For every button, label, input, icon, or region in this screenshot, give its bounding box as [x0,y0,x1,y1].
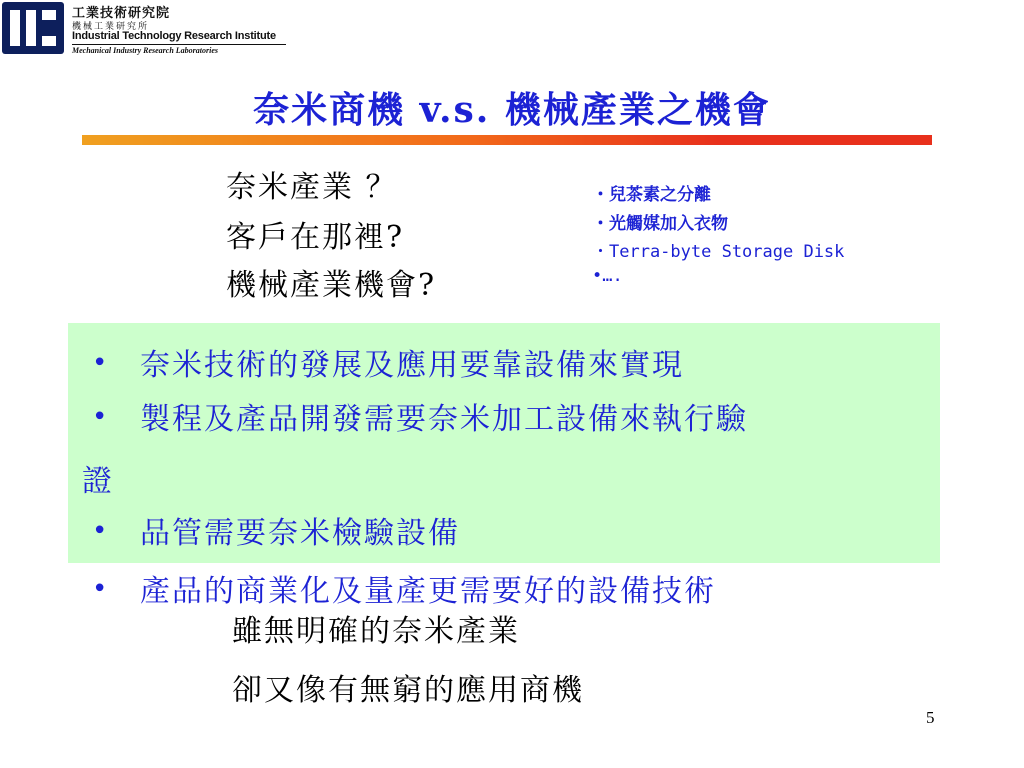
bullet-icon: • [92,402,108,432]
conclusion-line: 卻又像有無窮的應用商機 [232,673,584,708]
bullet-point-continuation: 證 [82,464,112,499]
question-line: 客戶在那裡? [226,220,405,255]
conclusion-line: 雖無明確的奈米產業 [232,614,520,649]
example-item: ・Terra-byte Storage Disk [592,242,845,262]
org-name-en: Industrial Technology Research Institute [72,30,276,42]
org-divider [72,44,286,45]
bullet-point: 製程及產品開發需要奈米加工設備來執行驗 [140,402,748,437]
bullet-icon: • [92,574,108,604]
org-sub-zh: 機械工業研究所 [72,22,150,32]
example-item: ・光觸媒加入衣物 [592,214,728,234]
bullet-point: 奈米技術的發展及應用要靠設備來實現 [140,348,684,383]
org-lab-en: Mechanical Industry Research Laboratories [72,46,219,55]
org-name-zh: 工業技術研究院 [72,6,171,21]
bullet-point: 品管需要奈米檢驗設備 [140,516,460,551]
page-title: 奈米商機 v.s. 機械產業之機會 [253,89,771,131]
bullet-point: 產品的商業化及量產更需要好的設備技術 [140,574,716,609]
question-line: 機械產業機會? [226,268,437,303]
page-number: 5 [926,708,935,727]
title-divider [82,135,932,145]
example-item: •…. [592,266,623,286]
question-line: 奈米產業 ？ [226,170,398,205]
example-item: ・兒茶素之分離 [592,185,711,205]
itri-logo-icon [2,2,64,54]
bullet-icon: • [92,348,108,378]
bullet-icon: • [92,516,108,546]
